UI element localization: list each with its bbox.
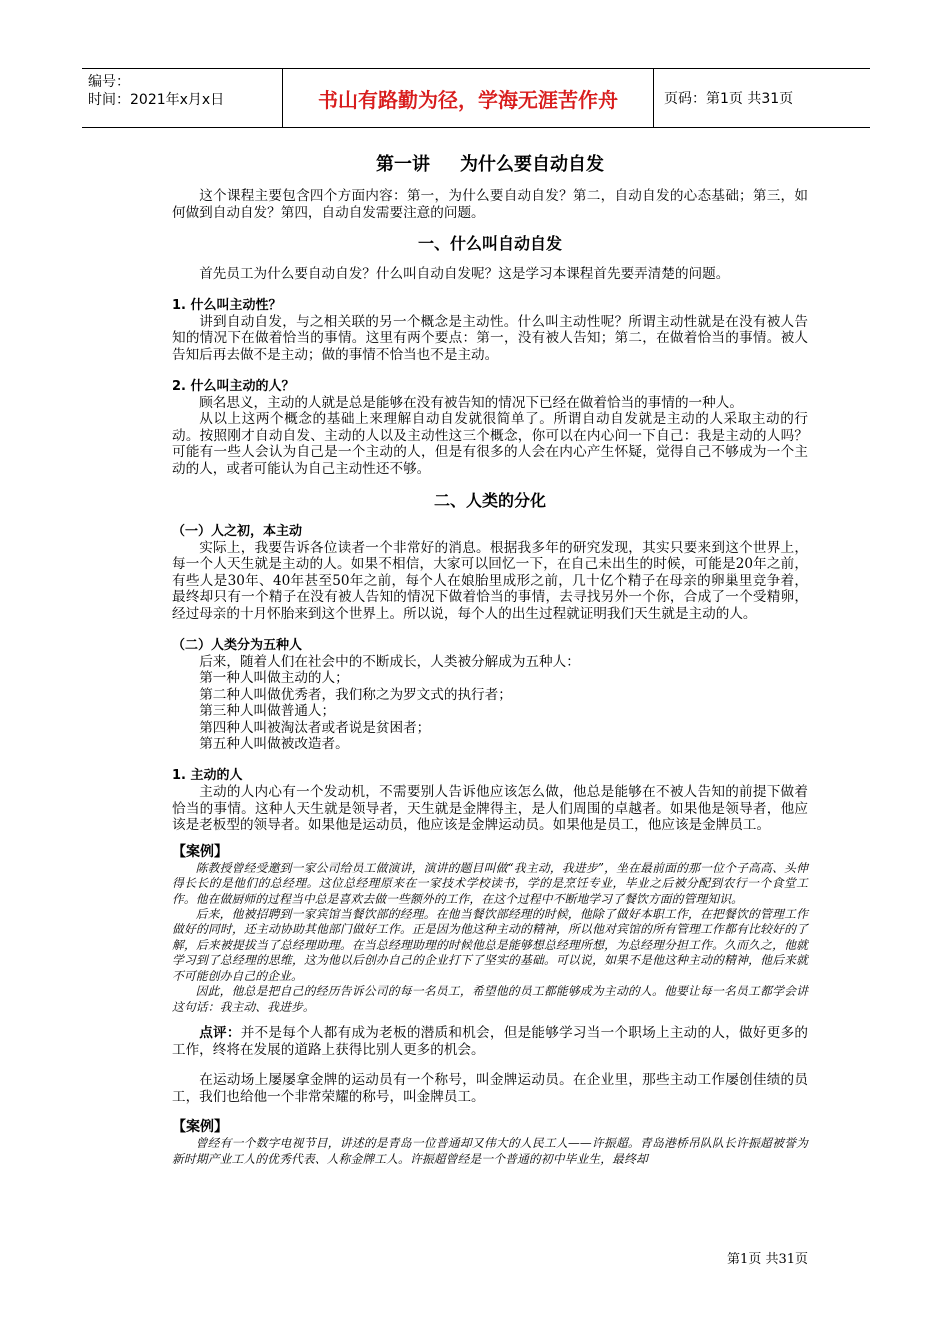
paragraph-proactive-person-2: 从以上这两个概念的基础上来理解自动自发就很简单了。所谓自动自发就是主动的人采取主动的行动。按照刚才自动自发、主动的人以及主动性这三个概念，你可以在内心问一下自己：我是主动的人吗？可能有一些人会认为自己是一个主动的人，但是有很多的人会在内心产生怀疑，觉得自己不够成为一个主动的人，或者可能认为自己主动性还不够。 (172, 411, 808, 477)
subheading-born-proactive: （一）人之初，本主动 (172, 523, 303, 539)
header-meta (82, 69, 282, 127)
paragraph-proactive-person-1: 顾名思义，主动的人就是总是能够在没有被告知的情况下已经在做着恰当的事情的一种人。 (199, 394, 743, 411)
case-heading: 【案例】 (172, 1119, 228, 1136)
intro-paragraph: 这个课程主要包含四个方面内容：第一，为什么要自动自发？第二，自动自发的心态基础；第三，如何做到自动自发？第四，自动自发需要注意的问题。 (172, 188, 808, 221)
comment-label: 点评： (199, 1024, 241, 1041)
header-time: 时间：2021年x月x日 (88, 92, 225, 108)
subheading-proactive-type: 1. 主动的人 (172, 768, 243, 784)
section-2-heading: 二、人类的分化 (433, 490, 546, 510)
five-types-line: 第五种人叫做被改造者。 (199, 736, 349, 753)
comment-text: 并不是每个人都有成为老板的潜质和机会，但是能够学习当一个职场上主动的人，做好更多的工作，终将在发展的道路上获得比别人更多的机会。 (172, 1024, 809, 1058)
header-number: 编号： (88, 74, 130, 90)
section-1-heading: 一、什么叫自动自发 (417, 234, 562, 254)
subheading-five-types: （二）人类分为五种人 (172, 637, 303, 653)
page-footer: 第1页 共31页 (727, 1252, 808, 1267)
document-title (172, 150, 808, 176)
header-page-code: 页码：第1页 共31页 (664, 91, 794, 107)
five-types-line: 第二种人叫做优秀者，我们称之为罗文式的执行者； (199, 686, 512, 703)
document-body (172, 150, 808, 1167)
paragraph-initiative: 讲到自动自发，与之相关联的另一个概念是主动性。什么叫主动性呢？所谓主动性就是在没有被人告知的情况下在做着恰当的事情。这里有两个要点：第一，没有被人告知；第二，在做着恰当的事情。被人告知后再去做不是主动；做的事情不恰当也不是主动。 (172, 313, 808, 363)
header-motto: 书山有路勤为径，学海无涯苦作舟 (282, 69, 654, 127)
five-types-line: 第一种人叫做主动的人； (199, 670, 349, 687)
paragraph-proactive-type: 主动的人内心有一个发动机，不需要别人告诉他应该怎么做，他总是能够在不被人告知的前提下做着恰当的事情。这种人天生就是领导者，天生就是金牌得主，是人们周围的卓越者。如果他是领导者，他应该是老板型的领导者。如果他是运动员，他应该是金牌运动员。如果他是员工，他应该是金牌员工。 (172, 784, 808, 834)
case-heading: 【案例】 (172, 843, 228, 860)
case-paragraph: 陈教授曾经受邀到一家公司给员工做演讲，演讲的题目叫做“我主动，我进步”，坐在最前面的那一位个子高高、头伸得长长的是他们的总经理。这位总经理原来在一家技术学校读书，学的是烹饪专业，毕业之后被分配到农行一个食堂工作。他在做厨师的过程当中总是喜欢去做一些额外的工作，在这个过程中不断地学习了餐饮方面的管理知识。 (172, 860, 808, 906)
section-1-paragraph: 首先员工为什么要自动自发？什么叫自动自发呢？这是学习本课程首先要弄清楚的问题。 (199, 266, 730, 283)
title-lecture: 第一讲 (376, 154, 430, 175)
five-types-line: 第三种人叫做普通人； (199, 703, 336, 720)
comment-paragraph (172, 1025, 808, 1058)
subheading-proactive-person: 2. 什么叫主动的人？ (172, 378, 295, 394)
gold-employee-paragraph: 在运动场上屡屡拿金牌的运动员有一个称号，叫金牌运动员。在企业里，那些主动工作屡创佳绩的员工，我们也给他一个非常荣耀的称号，叫金牌员工。 (172, 1072, 808, 1105)
page-header (82, 68, 870, 128)
case-paragraph: 曾经有一个数字电视节目，讲述的是青岛一位普通却又伟大的人民工人——许振超。青岛港桥吊队队长许振超被誉为新时期产业工人的优秀代表、人称金牌工人。许振超曾经是一个普通的初中毕业生，最终却 (172, 1136, 808, 1166)
subheading-initiative: 1. 什么叫主动性？ (172, 297, 282, 313)
five-types-line: 第四种人叫被淘汰者或者说是贫困者； (199, 719, 431, 736)
case-paragraph: 后来，他被招聘到一家宾馆当餐饮部的经理。在他当餐饮部经理的时候，他除了做好本职工作，在把餐饮的管理工作做好的同时，还主动协助其他部门做好工作。正是因为他这种主动的精神，所以他对宾馆的所有管理工作都有比较好的了解，后来被提拔当了总经理助理。在当总经理助理的时候他总是能够想总经理所想，为总经理分担工作。久而久之，他就学习到了总经理的思维，这为他以后创办自己的企业打下了坚实的基础。可以说，如果不是他这种主动的精神，他后来就不可能创办自己的企业。 (172, 907, 808, 983)
paragraph-born-proactive: 实际上，我要告诉各位读者一个非常好的消息。根据我多年的研究发现，其实只要来到这个世界上，每一个人天生就是主动的人。如果不相信，大家可以回忆一下，在自己未出生的时候，可能是20年之前，有些人是30年、40年甚至50年之前，每个人在娘胎里成形之前，几十亿个精子在母亲的卵巢里竞争着，最终却只有一个精子在没有被人告知的情况下做着恰当的事情，去寻找另外一个你，合成了一个受精卵，经过母亲的十月怀胎来到这个世界上。所以说，每个人的出生过程就证明我们天生就是主动的人。 (172, 539, 808, 622)
case-paragraph: 因此，他总是把自己的经历告诉公司的每一名员工，希望他的员工都能够成为主动的人。他要让每一名员工都学会讲这句话：我主动、我进步。 (172, 984, 808, 1014)
five-types-line: 后来，随着人们在社会中的不断成长，人类被分解成为五种人： (199, 653, 580, 670)
title-topic: 为什么要自动自发 (460, 154, 604, 175)
